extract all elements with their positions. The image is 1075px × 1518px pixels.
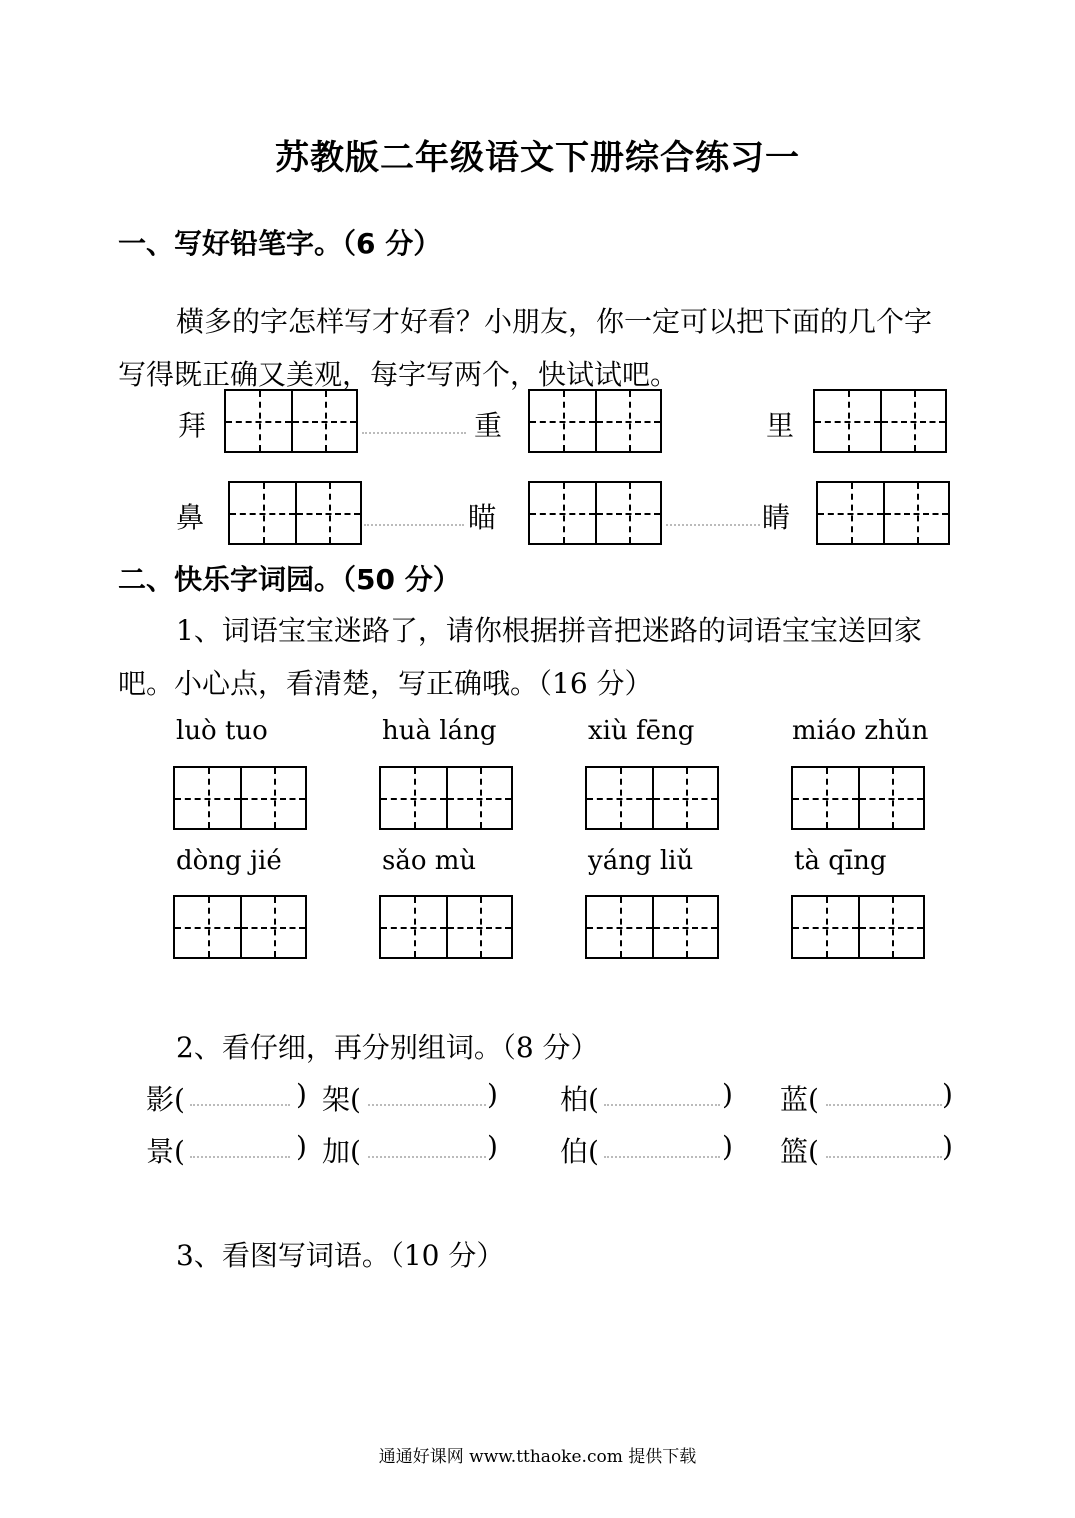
section2-heading: 二、快乐字词园。（50 分） — [118, 563, 461, 596]
word-char-open: 伯( — [560, 1135, 599, 1168]
word-char-open: 柏( — [560, 1083, 599, 1116]
word-char-close: ) — [296, 1078, 307, 1111]
section1-paragraph-line2: 写得既正确又美观，每字写两个，快试试吧。 — [118, 358, 679, 391]
q1-instruction-line1: 1、词语宝宝迷路了，请你根据拼音把迷路的词语宝宝送回家 — [176, 614, 922, 647]
word-char-close: ) — [722, 1130, 733, 1163]
writing-grid[interactable] — [228, 481, 362, 545]
practice-char: 里 — [766, 409, 795, 442]
writing-grid[interactable] — [379, 895, 513, 959]
answer-blank[interactable] — [368, 1104, 486, 1106]
pinyin-label: huà láng — [382, 716, 497, 746]
answer-blank[interactable] — [826, 1104, 942, 1106]
pinyin-label: sǎo mù — [382, 846, 477, 876]
section1-heading: 一、写好铅笔字。（6 分） — [118, 227, 442, 260]
word-char-close: ) — [722, 1078, 733, 1111]
answer-blank[interactable] — [190, 1156, 290, 1158]
writing-grid[interactable] — [791, 895, 925, 959]
word-char-open: 架( — [322, 1083, 361, 1116]
word-char-open: 景( — [146, 1135, 185, 1168]
pinyin-label: tà qīng — [794, 846, 887, 876]
writing-grid[interactable] — [791, 766, 925, 830]
writing-grid[interactable] — [379, 766, 513, 830]
word-char-close: ) — [942, 1130, 953, 1163]
section1-paragraph-line1: 横多的字怎样写才好看？小朋友，你一定可以把下面的几个字 — [176, 305, 933, 338]
word-char-close: ) — [487, 1078, 498, 1111]
pinyin-label: luò tuo — [176, 716, 268, 746]
footer-credit: 通通好课网 www.tthaoke.com 提供下载 — [378, 1447, 697, 1467]
word-char-open: 蓝( — [780, 1083, 819, 1116]
answer-blank[interactable] — [604, 1104, 720, 1106]
writing-grid[interactable] — [813, 389, 947, 453]
q3-heading: 3、看图写词语。（10 分） — [176, 1239, 505, 1272]
practice-char: 拜 — [178, 409, 207, 442]
dotted-leader — [362, 432, 466, 434]
page-title: 苏教版二年级语文下册综合练习一 — [275, 138, 800, 178]
word-char-close: ) — [487, 1130, 498, 1163]
word-char-open: 加( — [322, 1135, 361, 1168]
answer-blank[interactable] — [604, 1156, 720, 1158]
word-char-close: ) — [296, 1130, 307, 1163]
q1-instruction-line2: 吧。小心点，看清楚，写正确哦。（16 分） — [118, 667, 653, 700]
practice-char: 睛 — [762, 501, 791, 534]
writing-grid[interactable] — [224, 389, 358, 453]
answer-blank[interactable] — [368, 1156, 486, 1158]
word-char-open: 篮( — [780, 1135, 819, 1168]
writing-grid[interactable] — [173, 766, 307, 830]
pinyin-label: xiù fēng — [588, 716, 695, 746]
dotted-leader — [364, 524, 464, 526]
word-char-close: ) — [942, 1078, 953, 1111]
pinyin-label: yáng liǔ — [588, 846, 694, 876]
answer-blank[interactable] — [826, 1156, 942, 1158]
writing-grid[interactable] — [585, 895, 719, 959]
dotted-leader — [666, 524, 760, 526]
practice-char: 重 — [474, 409, 503, 442]
pinyin-label: miáo zhǔn — [792, 716, 929, 746]
writing-grid[interactable] — [528, 481, 662, 545]
word-char-open: 影( — [146, 1083, 185, 1116]
practice-char: 瞄 — [468, 501, 497, 534]
q2-heading: 2、看仔细，再分别组词。（8 分） — [176, 1031, 599, 1064]
practice-char: 鼻 — [176, 501, 205, 534]
writing-grid[interactable] — [528, 389, 662, 453]
writing-grid[interactable] — [585, 766, 719, 830]
pinyin-label: dòng jié — [176, 846, 282, 876]
writing-grid[interactable] — [173, 895, 307, 959]
answer-blank[interactable] — [190, 1104, 290, 1106]
writing-grid[interactable] — [816, 481, 950, 545]
